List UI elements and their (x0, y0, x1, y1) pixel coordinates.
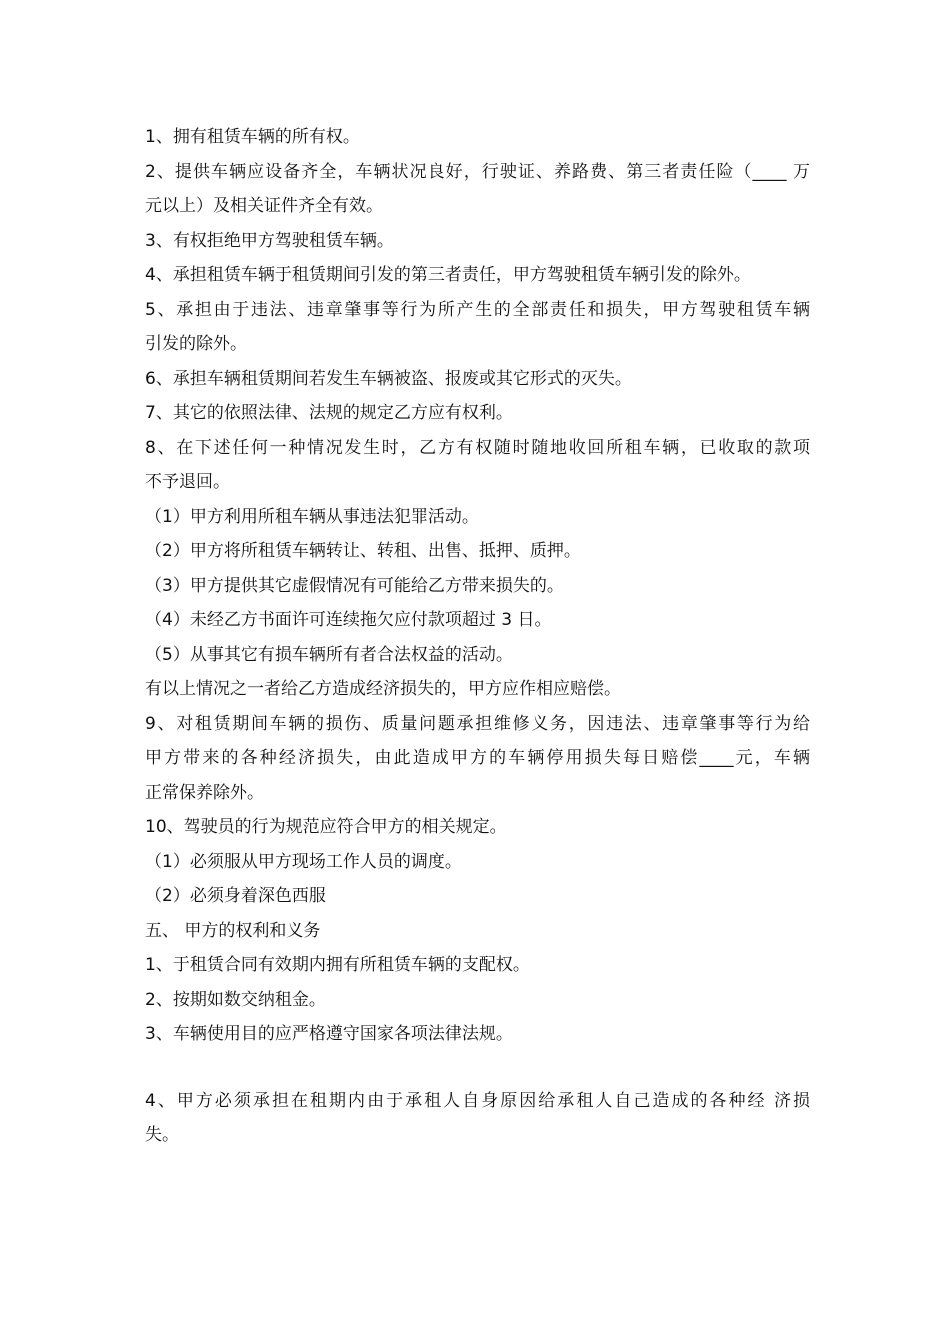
clause-8-sub-3: （3）甲方提供其它虚假情况有可能给乙方带来损失的。 (145, 575, 564, 596)
clause-3: 3、有权拒绝甲方驾驶租赁车辆。 (145, 230, 394, 251)
clause-6: 6、承担车辆租赁期间若发生车辆被盗、报废或其它形式的灭失。 (145, 368, 632, 389)
clause-8-sub-1: （1）甲方利用所租车辆从事违法犯罪活动。 (145, 506, 479, 527)
section-5-clause-2: 2、按期如数交纳租金。 (145, 989, 326, 1010)
clause-4: 4、承担租赁车辆于租赁期间引发的第三者责任，甲方驾驶租赁车辆引发的除外。 (145, 265, 751, 285)
clause-8-sub-5: （5）从事其它有损车辆所有者合法权益的活动。 (145, 644, 513, 665)
section-5-clause-1: 1、于租赁合同有效期内拥有所租赁车辆的支配权。 (145, 955, 530, 975)
clause-10: 10、驾驶员的行为规范应符合甲方的相关规定。 (145, 817, 507, 837)
document-body (145, 120, 810, 1153)
clause-5-line-2: 引发的除外。 (145, 334, 247, 354)
section-5-clause-4-line-2: 失。 (145, 1125, 179, 1145)
clause-8-sub-2: （2）甲方将所租赁车辆转让、转租、出售、抵押、质押。 (145, 541, 581, 561)
clause-10-sub-1: （1）必须服从甲方现场工作人员的调度。 (145, 851, 462, 872)
clause-7: 7、其它的依照法律、法规的规定乙方应有权利。 (145, 403, 513, 423)
section-5-clause-3: 3、车辆使用目的应严格遵守国家各项法律法规。 (145, 1024, 513, 1044)
paragraph-gap (145, 1052, 810, 1084)
clause-9-line-2: 甲方带来的各种经济损失，由此造成甲方的车辆停用损失每日赔偿____元，车辆 (145, 748, 810, 768)
clause-8-sub-4: （4）未经乙方书面许可连续拖欠应付款项超过 3 日。 (145, 610, 552, 630)
clause-9-line-1: 9、对租赁期间车辆的损伤、质量问题承担维修义务，因违法、违章肇事等行为给 (145, 713, 810, 734)
section-5-clause-4-line-1: 4、甲方必须承担在租期内由于承租人自身原因给承租人自己造成的各种经 济损 (145, 1090, 810, 1111)
clause-10-sub-2: （2）必须身着深色西服 (145, 886, 326, 906)
clause-2-line-1: 2、提供车辆应设备齐全，车辆状况良好，行驶证、养路费、第三者责任险（____ 万 (145, 161, 810, 182)
clause-9-line-3: 正常保养除外。 (145, 782, 264, 803)
clause-2-line-2: 元以上）及相关证件齐全有效。 (145, 196, 383, 216)
clause-8-line-1: 8、在下述任何一种情况发生时，乙方有权随时随地收回所租车辆，已收取的款项 (145, 437, 810, 458)
clause-8-line-2: 不予退回。 (145, 472, 230, 492)
section-5-heading: 五、 甲方的权利和义务 (145, 920, 321, 941)
clause-5-line-1: 5、承担由于违法、违章肇事等行为所产生的全部责任和损失，甲方驾驶租赁车辆 (145, 299, 810, 320)
clause-8-note: 有以上情况之一者给乙方造成经济损失的，甲方应作相应赔偿。 (145, 679, 621, 699)
clause-1: 1、拥有租赁车辆的所有权。 (145, 127, 360, 147)
